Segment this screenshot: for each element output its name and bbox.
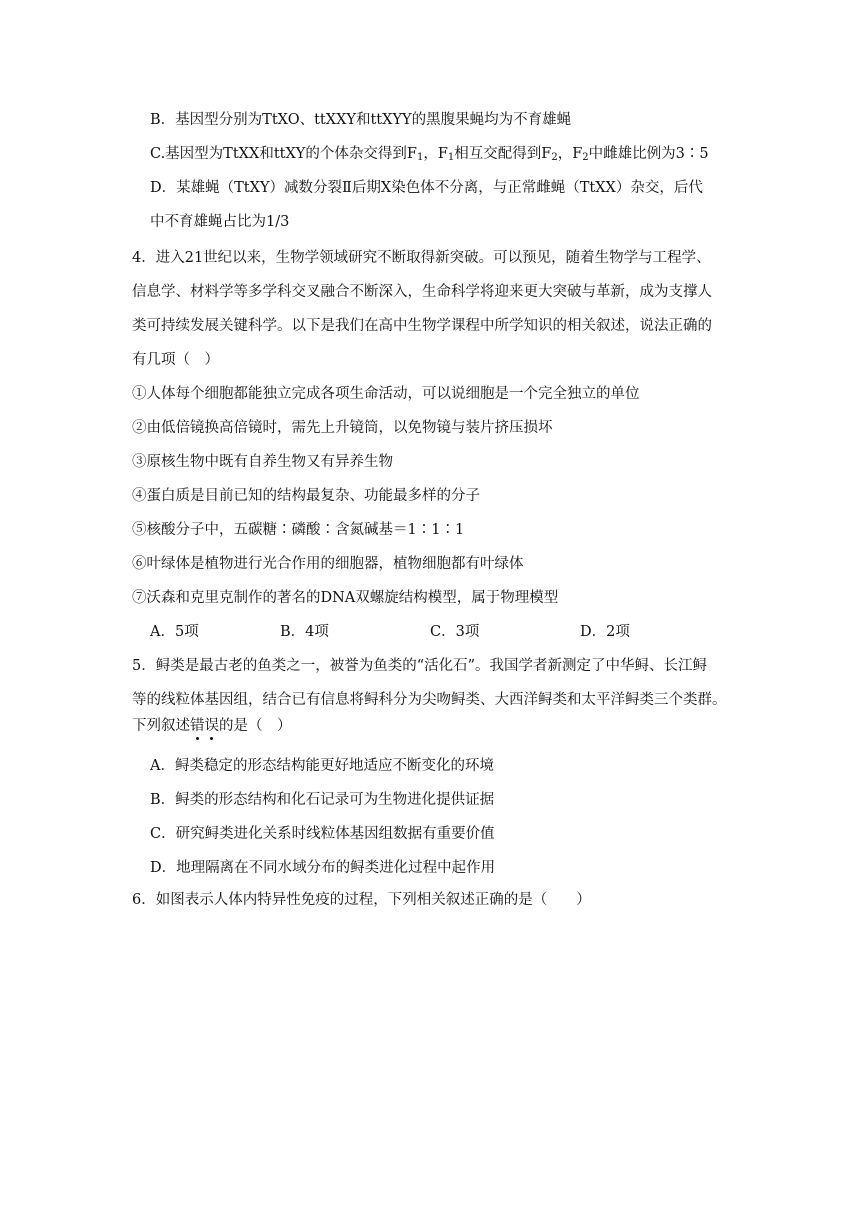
q3-option-c: C.基因型为TtXX和ttXY的个体杂交得到$F_1$，$F_1$相互交配得到$F_2$，$F_2$中雌雄比例为3∶5	[150, 146, 709, 163]
q3-option-d-line1: D．某雄蝇（TtXY）减数分裂Ⅱ后期X染色体不分离，与正常雌蝇（TtXX）杂交，后代	[150, 180, 703, 196]
q3-option-b: B．基因型分别为TtXO、ttXXY和ttXYY的黑腹果蝇均为不育雄蝇	[150, 112, 572, 128]
q4-item-6: ⑥叶绿体是植物进行光合作用的细胞器，植物细胞都有叶绿体	[132, 556, 524, 572]
q4-item-7: ⑦沃森和克里克制作的著名的DNA双螺旋结构模型，属于物理模型	[132, 590, 559, 606]
q4-stem-line4: 有几项（ ）	[132, 352, 219, 368]
q4-stem-line2: 信息学、材料学等多学科交叉融合不断深入，生命科学将迎来更大突破与革新，成为支撑人	[132, 284, 712, 300]
q4-stem-line1: 4．进入21世纪以来，生物学领域研究不断取得新突破。可以预见，随着生物学与工程学、	[132, 250, 711, 266]
q5-option-a: A．鲟类稳定的形态结构能更好地适应不断变化的环境	[150, 758, 494, 774]
q4-option-b: B．4项	[280, 624, 329, 640]
q5-stem-line2: 等的线粒体基因组，结合已有信息将鲟科分为尖吻鲟类、大西洋鲟类和太平洋鲟类三个类群。	[132, 692, 727, 708]
q5-option-b: B．鲟类的形态结构和化石记录可为生物进化提供证据	[150, 792, 495, 808]
emphasis-dot-char: 错	[190, 718, 205, 734]
q4-option-c: C．3项	[430, 624, 480, 640]
q6-stem: 6．如图表示人体内特异性免疫的过程，下列相关叙述正确的是（ ）	[132, 892, 591, 908]
q4-option-a: A．5项	[150, 624, 199, 640]
q4-item-5: ⑤核酸分子中，五碳糖∶磷酸∶含氮碱基＝1∶1∶1	[132, 522, 465, 538]
q5-stem-line3: 下列叙述错误的是（ ）	[132, 718, 292, 734]
q4-item-4: ④蛋白质是目前已知的结构最复杂、功能最多样的分子	[132, 488, 480, 504]
q3-option-d-line2: 中不育雄蝇占比为1/3	[150, 214, 290, 230]
q4-item-3: ③原核生物中既有自养生物又有异养生物	[132, 454, 393, 470]
q4-item-2: ②由低倍镜换高倍镜时，需先上升镜筒，以免物镜与装片挤压损坏	[132, 420, 553, 436]
q4-stem-line3: 类可持续发展关键科学。以下是我们在高中生物学课程中所学知识的相关叙述，说法正确的	[132, 318, 712, 334]
q5-stem-line1: 5．鲟类是最古老的鱼类之一，被誉为鱼类的“活化石”。我国学者新测定了中华鲟、长江鲟	[132, 658, 708, 674]
q5-option-c: C．研究鲟类进化关系时线粒体基因组数据有重要价值	[150, 826, 495, 842]
q4-option-d: D．2项	[580, 624, 630, 640]
q4-item-1: ①人体每个细胞都能独立完成各项生命活动，可以说细胞是一个完全独立的单位	[132, 386, 640, 402]
q5-option-d: D．地理隔离在不同水域分布的鲟类进化过程中起作用	[150, 860, 496, 876]
emphasis-dot-char: 误	[204, 718, 219, 734]
